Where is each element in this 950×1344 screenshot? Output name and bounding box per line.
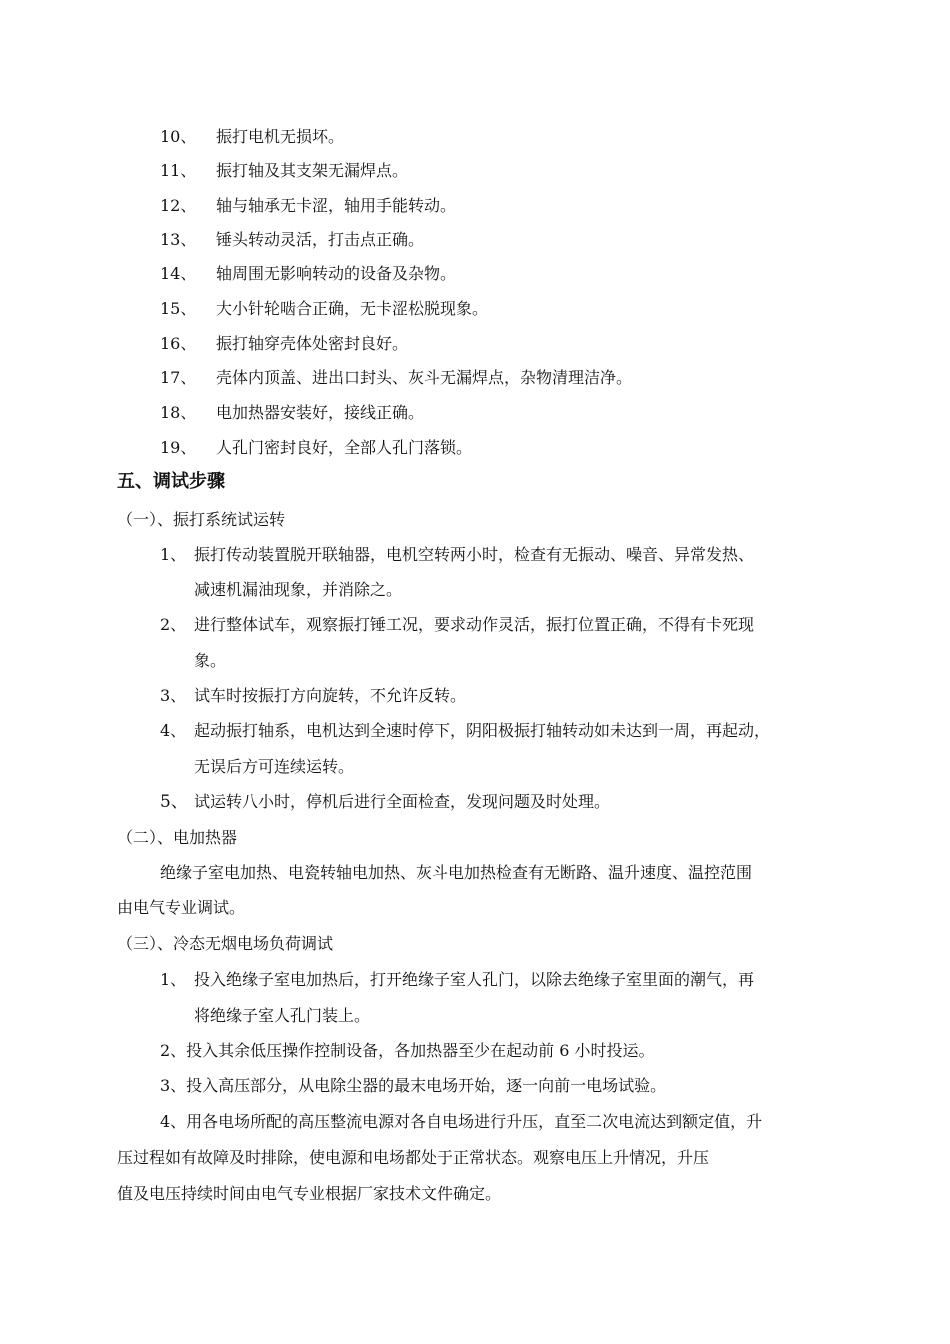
list-item: 轴周围无影响转动的设备及杂物。 [216, 264, 457, 283]
list-item-number: 10、 [160, 127, 197, 146]
list-item-number: 19、 [160, 438, 197, 457]
list-item: 投入绝缘子室电加热后，打开绝缘子室人孔门，以除去绝缘子室里面的潮气，再 [194, 970, 755, 989]
list-item: 2、投入其余低压操作控制设备，各加热器至少在起动前 6 小时投运。 [160, 1041, 655, 1060]
list-item: 锤头转动灵活，打击点正确。 [216, 230, 425, 249]
list-item-number: 11、 [160, 161, 197, 180]
list-item-continuation: 减速机漏油现象，并消除之。 [194, 580, 403, 599]
section-heading: 五、调试步骤 [117, 471, 225, 492]
list-item: 试车时按振打方向旋转，不允许反转。 [194, 686, 467, 705]
list-item: 3、投入高压部分，从电除尘器的最末电场开始，逐一向前一电场试验。 [160, 1076, 667, 1095]
list-item-number: 16、 [160, 334, 197, 353]
list-item-number: 2、 [160, 615, 187, 634]
list-item-number: 1、 [160, 970, 187, 989]
list-item: 4、用各电场所配的高压整流电源对各自电场进行升压，直至二次电流达到额定值，升 [160, 1112, 763, 1131]
list-item-number: 12、 [160, 196, 197, 215]
list-item: 振打轴穿壳体处密封良好。 [216, 334, 409, 353]
list-item: 振打传动装置脱开联轴器，电机空转两小时，检查有无振动、噪音、异常发热、 [194, 545, 755, 564]
list-item-number: 15、 [160, 299, 197, 318]
list-item-continuation: 无误后方可连续运转。 [194, 757, 355, 776]
list-item: 人孔门密封良好，全部人孔门落锁。 [216, 438, 473, 457]
list-item: 进行整体试车，观察振打锤工况，要求动作灵活，振打位置正确，不得有卡死现 [194, 615, 755, 634]
list-item: 试运转八小时，停机后进行全面检查，发现问题及时处理。 [194, 792, 611, 811]
list-item: 壳体内顶盖、进出口封头、灰斗无漏焊点，杂物清理洁净。 [216, 368, 633, 387]
list-item-number: 14、 [160, 264, 197, 283]
subsection-title: （一）、振打系统试运转 [117, 510, 286, 529]
paragraph: 绝缘子室电加热、电瓷转轴电加热、灰斗电加热检查有无断路、温升速度、温控范围 [160, 863, 753, 882]
list-item: 振打轴及其支架无漏焊点。 [216, 161, 409, 180]
list-item-continuation: 压过程如有故障及时排除，使电源和电场都处于正常状态。观察电压上升情况，升压 [117, 1148, 710, 1167]
subsection-title: （二）、电加热器 [117, 828, 238, 847]
paragraph-continuation: 由电气专业调试。 [117, 898, 246, 917]
list-item-number: 3、 [160, 686, 187, 705]
subsection-title: （三）、冷态无烟电场负荷调试 [117, 934, 334, 953]
list-item: 轴与轴承无卡涩，轴用手能转动。 [216, 196, 457, 215]
list-item-number: 18、 [160, 403, 197, 422]
list-item-continuation: 值及电压持续时间由电气专业根据厂家技术文件确定。 [117, 1184, 502, 1203]
list-item-number: 1、 [160, 545, 187, 564]
list-item: 大小针轮啮合正确，无卡涩松脱现象。 [216, 299, 489, 318]
list-item: 振打电机无损坏。 [216, 127, 345, 146]
list-item: 电加热器安装好，接线正确。 [216, 403, 425, 422]
list-item-number: 17、 [160, 368, 197, 387]
list-item-number: 5、 [160, 792, 188, 812]
list-item-continuation: 象。 [194, 651, 227, 670]
list-item: 起动振打轴系，电机达到全速时停下，阴阳极振打轴转动如未达到一周，再起动， [194, 721, 771, 740]
list-item-number: 4、 [160, 721, 187, 740]
list-item-number: 13、 [160, 230, 197, 249]
list-item-continuation: 将绝缘子室人孔门装上。 [194, 1006, 371, 1025]
